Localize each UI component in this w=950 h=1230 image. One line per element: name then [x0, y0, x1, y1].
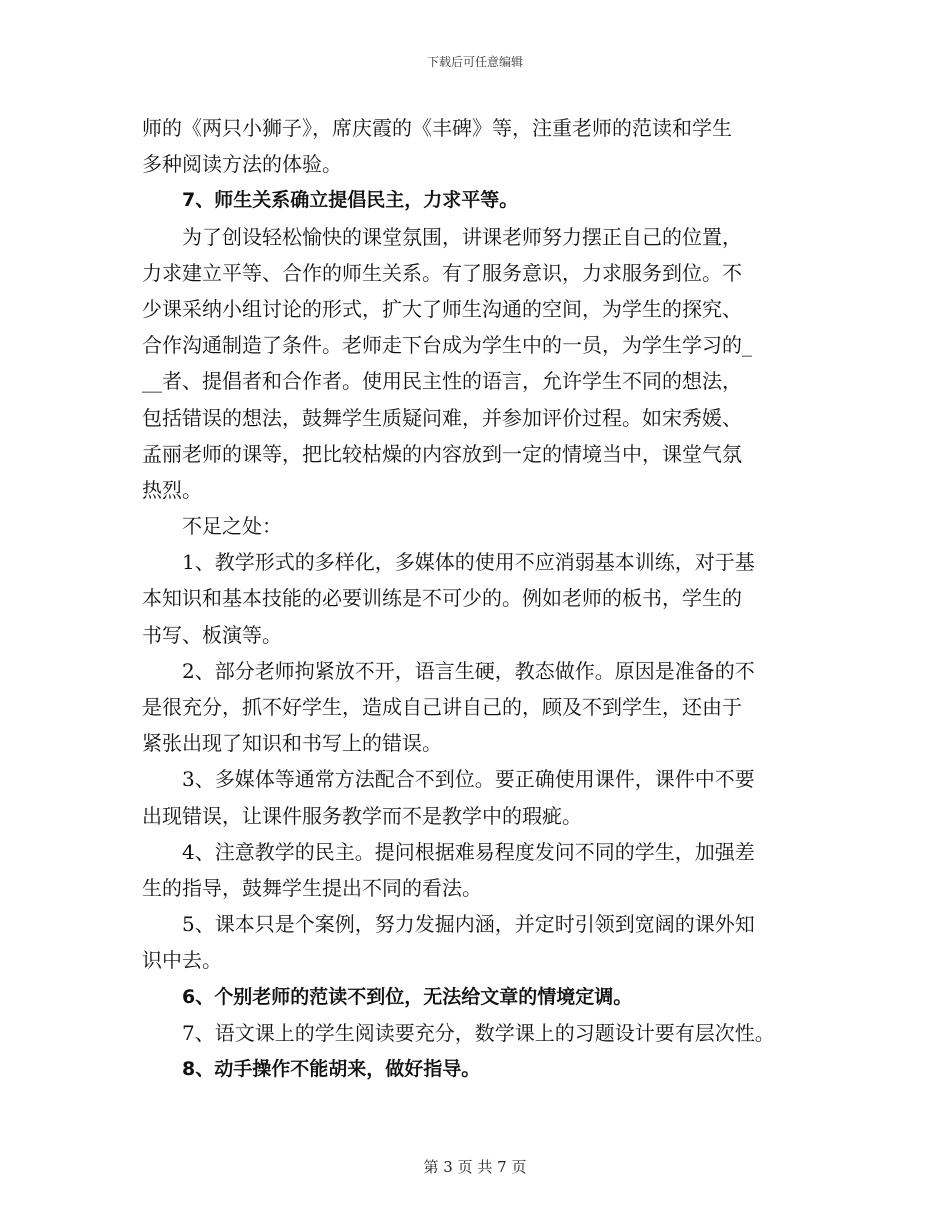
text-line: 师的《两只小狮子》，席庆霞的《丰碑》等，注重老师的范读和学生: [142, 116, 732, 140]
document-body: [142, 110, 810, 1087]
bold-list-item: 6、个别老师的范读不到位，无法给文章的情境定调。: [182, 985, 633, 1008]
text-line: 出现错误，让课件服务教学而不是教学中的瑕疵。: [142, 803, 582, 828]
text-line: __者、提倡者和合作者。使用民主性的语言，允许学生不同的想法，: [142, 369, 742, 394]
page-header: 下载后可任意编辑: [426, 55, 523, 69]
list-item-start: 5、课本只是个案例，努力发掘内涵，并定时引领到宽阔的课外知: [182, 912, 755, 937]
section-heading: 7、师生关系确立提倡民主，力求平等。: [182, 189, 519, 212]
text-line: 孟丽老师的课等，把比较枯燥的内容放到一定的情境当中，课堂气氛: [142, 441, 742, 466]
text-line: 力求建立平等、合作的师生关系。有了服务意识，力求服务到位。不: [142, 260, 742, 285]
text-line: 生的指导，鼓舞学生提出不同的看法。: [142, 875, 482, 900]
text-line: 包括错误的想法，鼓舞学生质疑问难，并参加评价过程。如宋秀媛、: [142, 405, 742, 430]
text-line: 合作沟通制造了条件。老师走下台成为学生中的一员，为学生学习的_: [142, 333, 752, 358]
subsection-label: 不足之处：: [182, 514, 282, 539]
text-line: 书写、板演等。: [142, 622, 282, 647]
text-line: 紧张出现了知识和书写上的错误。: [142, 731, 442, 756]
text-line: 识中去。: [142, 948, 222, 973]
bold-list-item: 8、动手操作不能胡来，做好指导。: [182, 1057, 481, 1080]
list-item-start: 1、教学形式的多样化，多媒体的使用不应消弱基本训练，对于基: [182, 550, 755, 575]
list-item-start: 3、多媒体等通常方法配合不到位。要正确使用课件，课件中不要: [182, 767, 755, 792]
page-footer: 第 3 页 共 7 页: [423, 1158, 527, 1176]
list-item-start: 2、部分老师拘紧放不开，语言生硬，教态做作。原因是准备的不: [182, 658, 755, 683]
list-item-start: 4、注意教学的民主。提问根据难易程度发问不同的学生，加强差: [182, 839, 755, 864]
text-line: 多种阅读方法的体验。: [142, 152, 342, 177]
text-line: 热烈。: [142, 477, 202, 502]
list-item-start: 7、语文课上的学生阅读要充分，数学课上的习题设计要有层次性。: [182, 1020, 775, 1045]
text-line: 少课采纳小组讨论的形式，扩大了师生沟通的空间，为学生的探究、: [142, 296, 742, 321]
text-line: 本知识和基本技能的必要训练是不可少的。例如老师的板书，学生的: [142, 586, 742, 611]
paragraph-start: 为了创设轻松愉快的课堂氛围，讲课老师努力摆正自己的位置，: [182, 224, 742, 249]
text-line: 是很充分，抓不好学生，造成自己讲自己的，顾及不到学生，还由于: [142, 695, 742, 719]
